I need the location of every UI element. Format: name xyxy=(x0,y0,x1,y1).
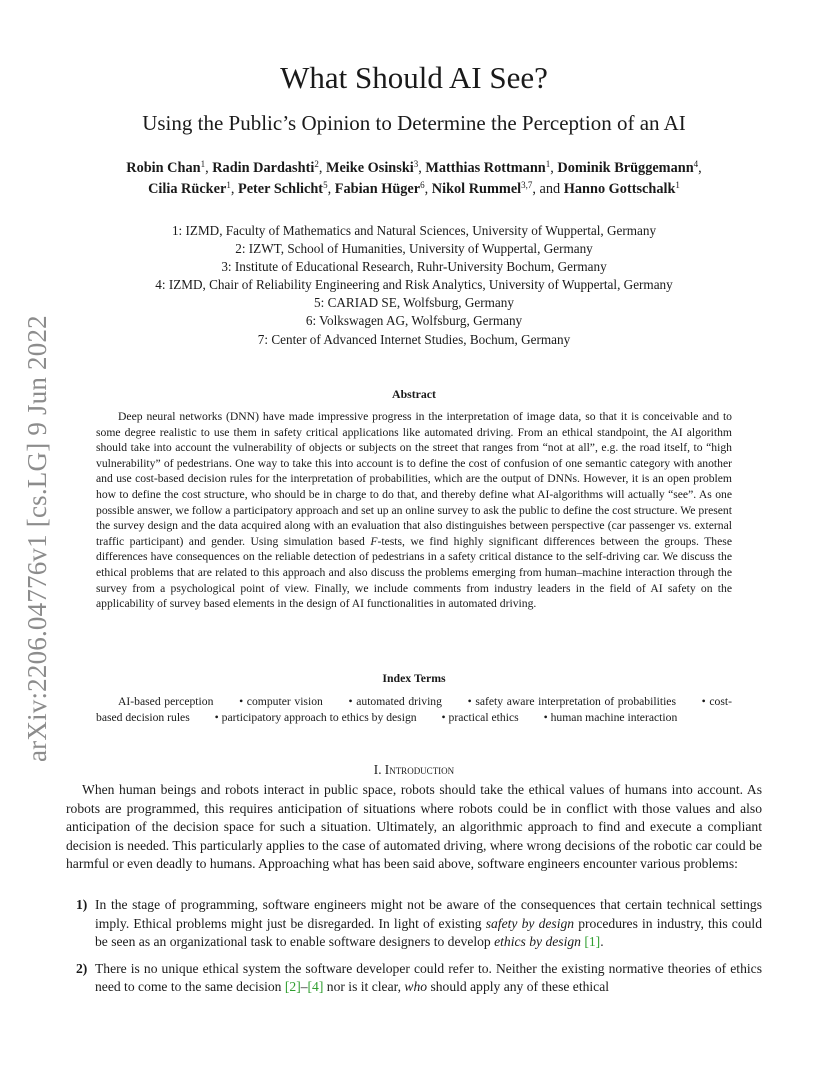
author-affiliation-mark: 1 xyxy=(675,180,680,190)
list-item-number: 2) xyxy=(76,960,88,976)
list-item xyxy=(66,896,762,952)
list-item-text: There is no unique ethical system the software developer could refer to. Neither the existing normative theories of ethics need to come to the same decision xyxy=(95,960,762,995)
citation-link[interactable]: [1] xyxy=(584,934,601,950)
bullet-separator: • xyxy=(239,695,244,708)
abstract-text-part: -tests, we find highly significant differences between the groups. These differences have consequences on the reliable detection of pedestrians in a safety critical distance to the self-driving car. We discuss the ethical problems that are related to this approach and also discuss the problems emerging from human–machine interaction through the survey from a psychological point of view. Finally, we include comments from industry leaders in the field of AI safety on the applicability of survey based elements in the design of AI functionalities in automated driving. xyxy=(96,534,732,611)
bullet-separator: • xyxy=(701,695,706,708)
problem-list xyxy=(66,896,762,1005)
index-term: safety aware interpretation of probabilities xyxy=(475,695,676,708)
list-item-text: nor is it clear, xyxy=(323,979,405,995)
author-name: Hanno Gottschalk xyxy=(563,181,676,197)
paper-subtitle: Using the Public’s Opinion to Determine the Perception of an AI xyxy=(142,111,686,135)
emphasis-text: who xyxy=(404,979,428,995)
affiliation-line: 3: Institute of Educational Research, Ruhr-University Bochum, Germany xyxy=(221,259,607,275)
affiliation-line: 2: IZWT, School of Humanities, University of Wuppertal, Germany xyxy=(235,241,593,257)
bullet-separator: • xyxy=(543,710,548,724)
bullet-separator: • xyxy=(214,710,219,724)
index-term: automated driving xyxy=(356,695,442,708)
and-conjunction: and xyxy=(539,181,561,197)
author-list: Robin Chan$^1$, Radin Dardashti$^2$, Meike Osinski$^3$, Matthias Rottmann$^1$, Dominik Brüggemann$^4$, Cilia Rücker$^1$, Peter Schlicht$^5$, Fabian Hüger$^6$, Nikol Rummel$^{3,7}$, and Hanno Gottschalk$^1$ xyxy=(126,159,702,197)
index-terms-heading: Index Terms xyxy=(382,671,446,685)
citation-link[interactable]: [2] xyxy=(284,979,301,995)
author-affiliation-mark: 1 xyxy=(226,180,231,190)
affiliation-line: 5: CARIAD SE, Wolfsburg, Germany xyxy=(314,295,514,311)
section-numeral: I. xyxy=(373,762,382,777)
author-name: Matthias Rottmann xyxy=(425,160,546,176)
list-item-text: should apply any of these ethical xyxy=(427,979,610,995)
index-term: AI-based perception xyxy=(118,695,214,708)
author-name: Dominik Brüggemann xyxy=(557,160,694,176)
author-name: Meike Osinski xyxy=(325,160,414,176)
author-name: Radin Dardashti xyxy=(212,160,315,176)
list-item-text: . xyxy=(600,934,604,950)
list-item-text: In the stage of programming, software engineers might not be aware of the consequences that certain technical settings imply. Ethical problems might just be disregarded. In light of existing xyxy=(95,897,762,931)
affiliation-line: 4: IZMD, Chair of Reliability Engineering and Risk Analytics, University of Wuppertal, Germany xyxy=(155,277,673,293)
introduction-paragraph: When human beings and robots interact in public space, robots should take the ethical values of humans into account. As robots are programmed, this requires anticipation of situations where robots could be in conflict with those values and also anticipation of the decision space for such a situation. Ultimately, an algorithmic approach to find and execute a compliant decision is needed. This particularly applies to the case of automated driving, where wrong decisions of the robotic car could be harmful or even deadly to humans. Approaching what has been said above, software engineers encounter various problems: xyxy=(66,782,762,872)
list-item-number: 1) xyxy=(76,897,88,912)
affiliation-list xyxy=(60,222,768,349)
affiliation-line: 7: Center of Advanced Internet Studies, Bochum, Germany xyxy=(257,331,571,347)
abstract-body xyxy=(96,409,732,612)
author-affiliation-mark: 3,7 xyxy=(521,180,533,190)
bullet-separator: • xyxy=(441,710,446,724)
affiliation-line: 6: Volkswagen AG, Wolfsburg, Germany xyxy=(305,313,523,329)
author-affiliation-mark: 3 xyxy=(413,159,419,169)
author-name: Peter Schlicht xyxy=(237,181,324,197)
index-terms-body xyxy=(96,694,732,725)
list-item xyxy=(66,960,762,997)
author-affiliation-mark: 1 xyxy=(545,159,551,169)
citation-link[interactable]: [4] xyxy=(307,979,324,995)
author-affiliation-mark: 2 xyxy=(314,159,319,169)
index-term: computer vision xyxy=(246,695,323,708)
arxiv-identifier-stamp: arXiv:2206.04776v1 [cs.LG] 9 Jun 2022 xyxy=(22,315,52,762)
index-term: practical ethics xyxy=(448,710,519,724)
author-affiliation-mark: 5 xyxy=(323,180,328,190)
section-title: Introduction xyxy=(384,762,455,777)
affiliation-line: 1: IZMD, Faculty of Mathematics and Natural Sciences, University of Wuppertal, Germany xyxy=(171,223,657,238)
author-affiliation-mark: 1 xyxy=(200,159,206,169)
abstract-heading: Abstract xyxy=(392,387,436,401)
bullet-separator: • xyxy=(467,695,472,708)
author-name: Robin Chan xyxy=(126,160,201,176)
f-test-symbol: F xyxy=(370,534,378,548)
index-term: cost-based decision rules xyxy=(96,695,732,724)
citation-range-dash: – xyxy=(300,979,308,995)
emphasis-text: ethics by design xyxy=(494,934,581,950)
index-term: participatory approach to ethics by design xyxy=(221,710,417,724)
index-term: human machine interaction xyxy=(550,710,678,724)
bullet-separator: • xyxy=(348,695,353,708)
paper-title: What Should AI See? xyxy=(280,60,548,95)
author-name: Cilia Rücker xyxy=(148,181,227,197)
abstract-text-part: Deep neural networks (DNN) have made impressive progress in the interpretation of image data, so that it is conceivable and to some degree realistic to use them in safety critical applications like automated driving. From an ethical standpoint, the AI algorithm should take into account the vulnerability of objects or subjects on the street that ranges from “not at all”, e.g. the road itself, to “high vulnerability” of pedestrians. One way to take this into account is to define the cost of confusion of one semantic category with another and use cost-based decision rules for the interpretation of probabilities, which are the output of DNNs. However, it is an open problem how to define the cost structure, who should be in charge to do that, and thereby define what AI-algorithms will actually “see”. As one possible answer, we follow a participatory approach and set up an online survey to ask the public to define the cost structure. We present the survey design and the data acquired along with an evaluation that also distinguishes between perspective (car passenger vs. external traffic participant) and gender. Using simulation based xyxy=(96,410,732,548)
author-affiliation-mark: 6 xyxy=(420,180,425,190)
introduction-heading xyxy=(0,762,828,778)
author-name: Nikol Rummel xyxy=(431,181,522,197)
list-item-text: procedures in industry, this could be seen as an organizational task to enable software designers to develop xyxy=(95,915,763,950)
author-affiliation-mark: 4 xyxy=(693,159,699,169)
author-name: Fabian Hüger xyxy=(334,181,421,197)
emphasis-text: safety by design xyxy=(485,915,575,931)
